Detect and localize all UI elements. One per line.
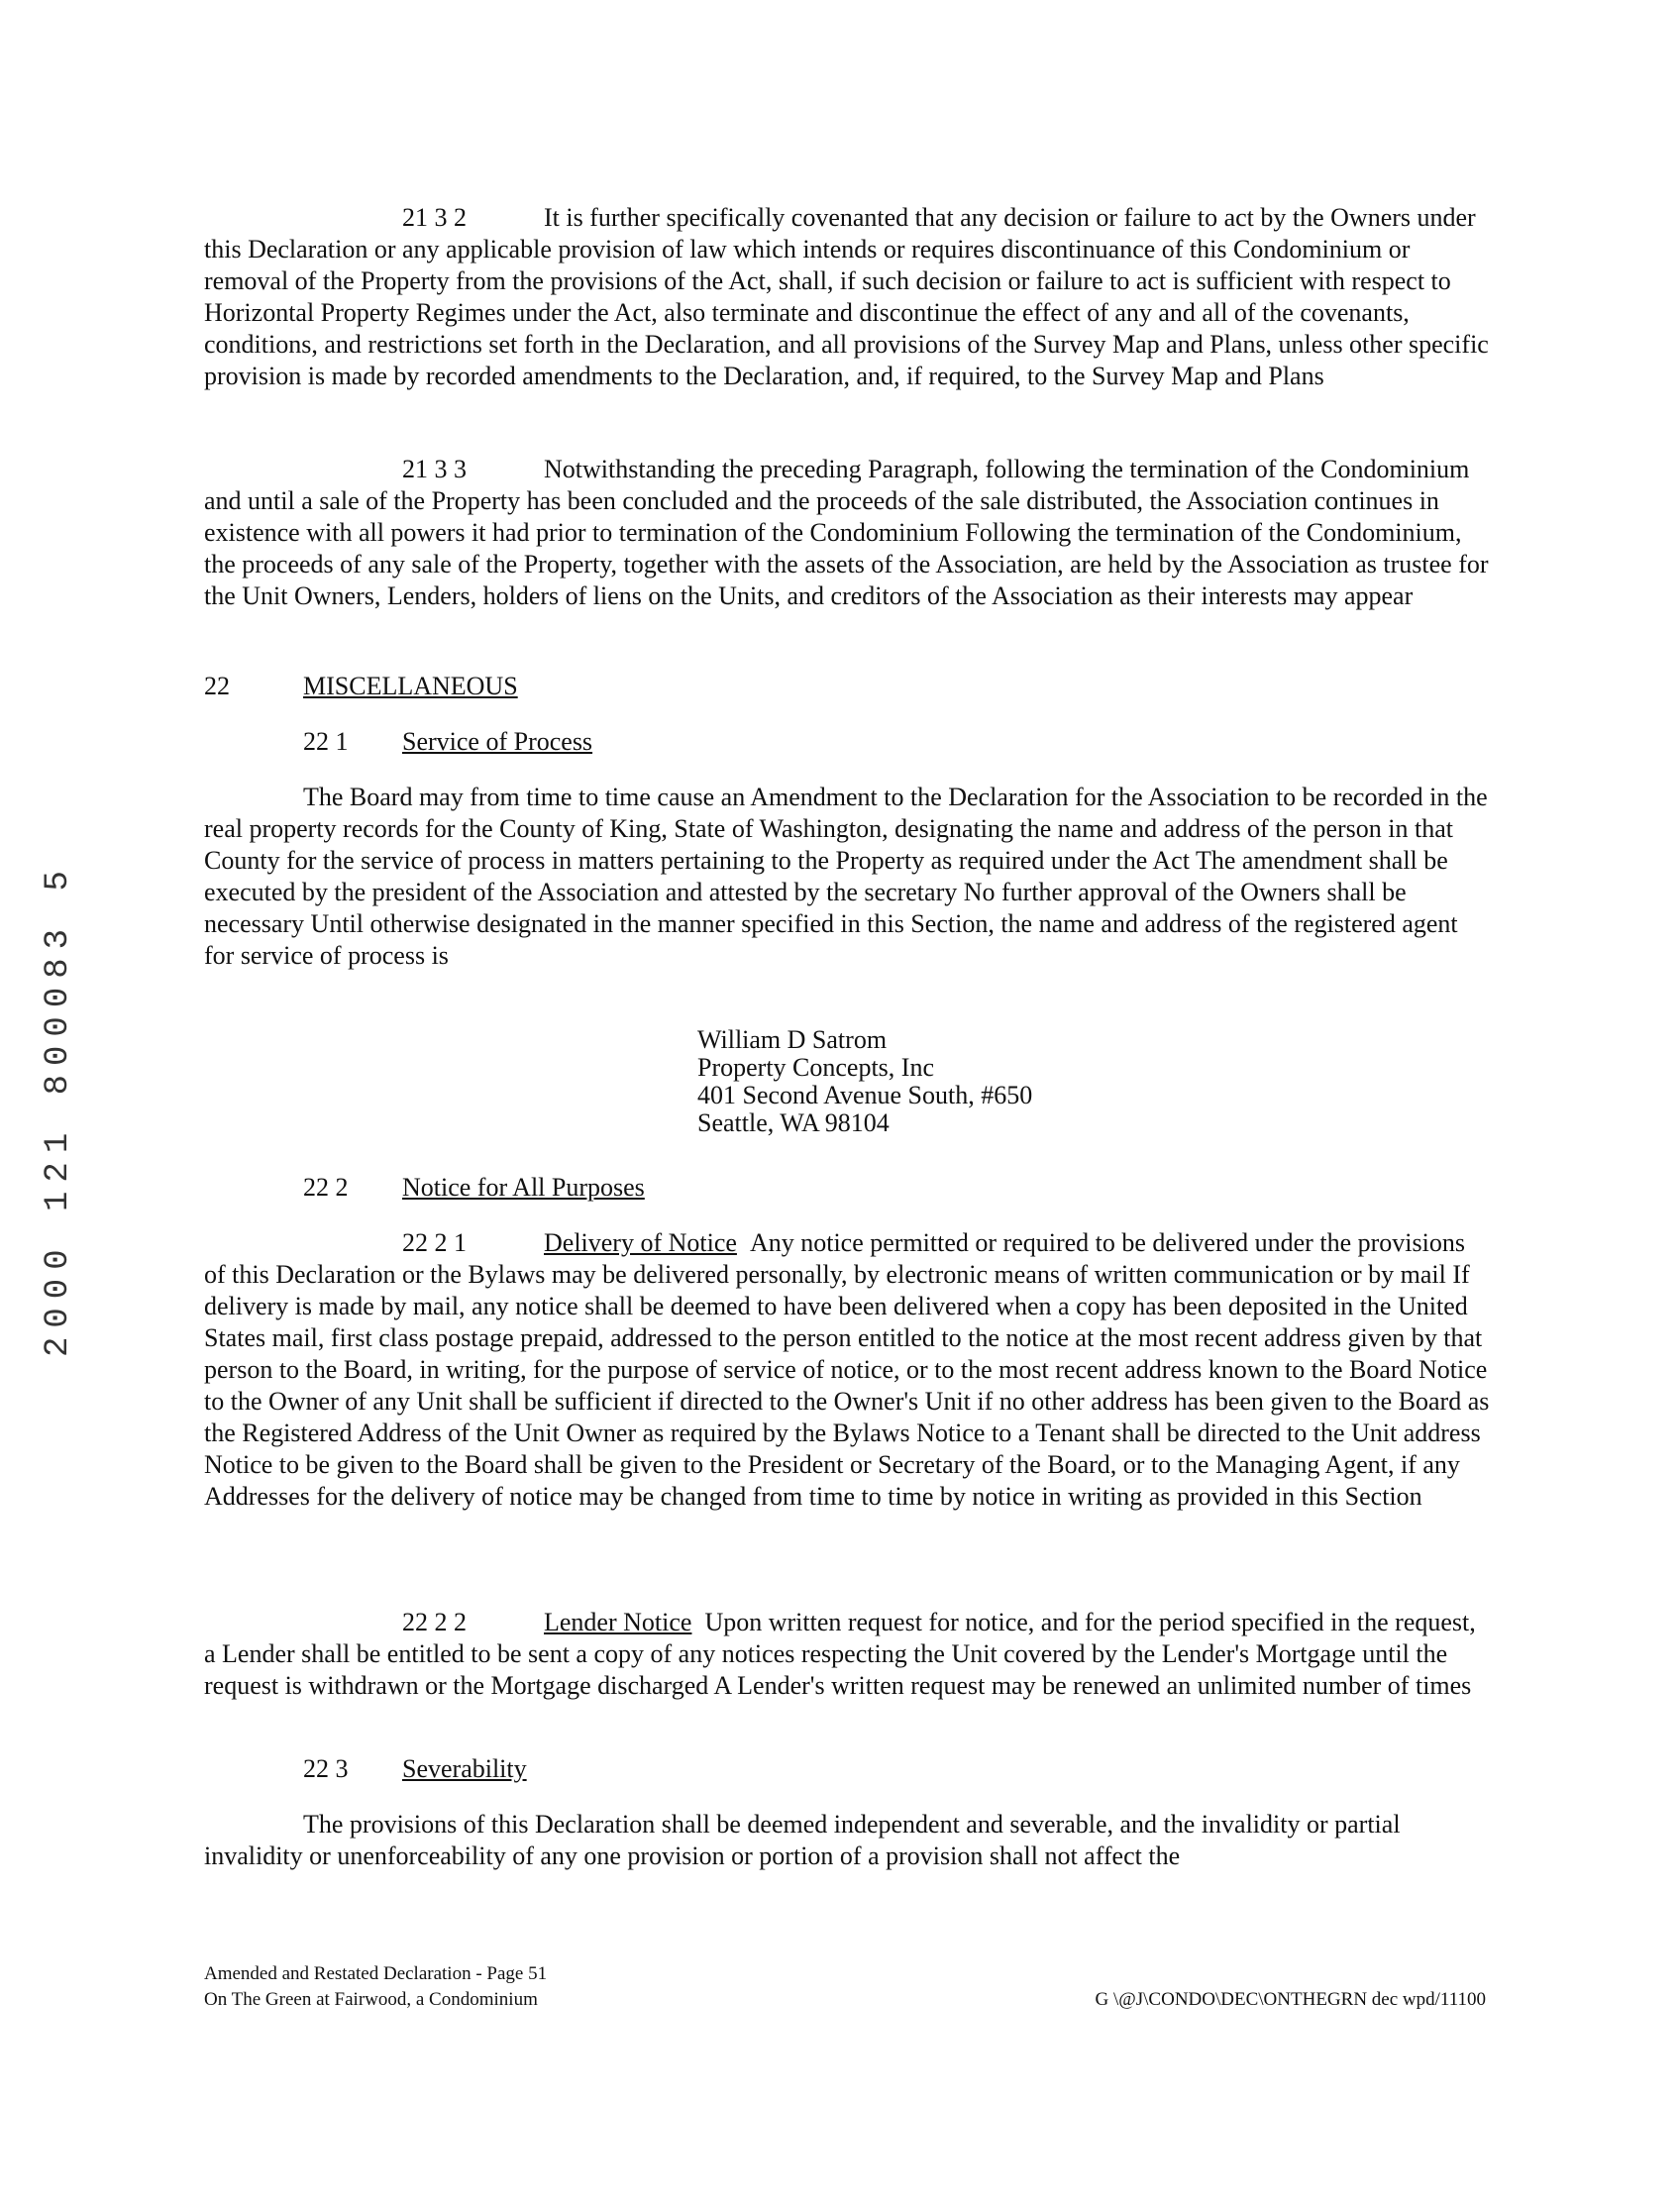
section-title: Severability	[402, 1754, 527, 1783]
paragraph-22-2-1	[204, 1227, 1492, 1513]
footer-line: On The Green at Fairwood, a Condominium	[204, 1989, 538, 2010]
section-heading-22-2	[303, 1172, 645, 1204]
footer-line: Amended and Restated Declaration - Page 51	[204, 1963, 548, 1984]
footer-file-path: G \@J\CONDO\DEC\ONTHEGRN dec wpd/11100	[1095, 1989, 1486, 2010]
paragraph-text: The Board may from time to time cause an Amendment to the Declaration for the Association to be recorded in the real property records for the County of King, State of Washington, designating the name and address of the person in that County for the service of process in matters pertaining to the Property as required under the Act The amendment shall be executed by the president of the Association and attested by the secretary No further approval of the Owners shall be necessary Until otherwise designated in the manner specified in this Section, the name and address of the registered agent for service of process is	[204, 783, 1488, 970]
registered-agent-address	[697, 1026, 1032, 1137]
paragraph-number: 22 2 2	[402, 1608, 467, 1636]
paragraph-title: Delivery of Notice	[544, 1228, 737, 1257]
section-number: 22 3	[303, 1754, 349, 1783]
footer-left	[204, 1961, 547, 2013]
paragraph-text: Upon written request for notice, and for the period specified in the request, a Lender shall be entitled to be sent a copy of any notices respecting the Unit covered by the Lender's Mortgage until the request is withdrawn or the Mortgage discharged A Lender's written request may be renewed an unlimited number of times	[204, 1608, 1476, 1700]
address-line: 401 Second Avenue South, #650	[697, 1081, 1033, 1109]
paragraph-number: 22 2 1	[402, 1228, 467, 1257]
paragraph-text: Notwithstanding the preceding Paragraph, following the termination of the Condominium and until a sale of the Property has been concluded and the proceeds of the sale distributed, the Association continues in existence with all powers it had prior to termination of the Condominium Following the termination of the Condominium, the proceeds of any sale of the Property, together with the assets of the Association, are held by the Association as trustee for the Unit Owners, Lenders, holders of liens on the Units, and creditors of the Association as their interests may appear	[204, 455, 1489, 610]
section-heading-22	[204, 671, 518, 702]
paragraph-text: Any notice permitted or required to be delivered under the provisions of this Declaration or the Bylaws may be delivered personally, by electronic means of written communication or by mail If delivery is made by mail, any notice shall be deemed to have been delivered when a copy has been deposited in the United States mail, first class postage prepaid, addressed to the person entitled to the notice at the most recent address given by that person to the Board, in writing, for the purpose of service of notice, or to the most recent address known to the Board Notice to the Owner of any Unit shall be sufficient if directed to the Owner's Unit if no other address has been given to the Board as the Registered Address of the Unit Owner as required by the Bylaws Notice to a Tenant shall be directed to the Unit address Notice to be given to the Board shall be given to the President or Secretary of the Board, or to the Managing Agent, if any Addresses for the delivery of notice may be changed from time to time by notice in writing as provided in this Section	[204, 1228, 1490, 1511]
address-line: Property Concepts, Inc	[697, 1053, 935, 1082]
section-title: MISCELLANEOUS	[303, 672, 518, 700]
paragraph-22-3	[204, 1809, 1492, 1872]
section-number: 22 1	[303, 727, 349, 756]
recording-number-stamp: 2000 121 800083 5	[40, 862, 77, 1357]
paragraph-22-1	[204, 782, 1492, 972]
section-title: Notice for All Purposes	[402, 1173, 645, 1202]
paragraph-22-2-2	[204, 1607, 1492, 1702]
address-line: Seattle, WA 98104	[697, 1108, 890, 1137]
section-heading-22-3	[303, 1753, 527, 1785]
paragraph-number: 21 3 3	[402, 455, 467, 483]
address-line: William D Satrom	[697, 1025, 888, 1054]
section-title: Service of Process	[402, 727, 593, 756]
paragraph-21-3-3	[204, 454, 1492, 612]
section-number: 22	[204, 672, 230, 700]
paragraph-21-3-2	[204, 202, 1492, 392]
paragraph-text: The provisions of this Declaration shall be deemed independent and severable, and the invalidity or partial invalidity or unenforceability of any one provision or portion of a provision shall not affect the	[204, 1810, 1401, 1870]
section-number: 22 2	[303, 1173, 349, 1202]
paragraph-text: It is further specifically covenanted that any decision or failure to act by the Owners under this Declaration or any applicable provision of law which intends or requires discontinuance of this Condominium or removal of the Property from the provisions of the Act, shall, if such decision or failure to act is sufficient with respect to Horizontal Property Regimes under the Act, also terminate and discontinue the effect of any and all of the covenants, conditions, and restrictions set forth in the Declaration, and all provisions of the Survey Map and Plans, unless other specific provision is made by recorded amendments to the Declaration, and, if required, to the Survey Map and Plans	[204, 203, 1489, 390]
section-heading-22-1	[303, 726, 592, 758]
paragraph-title: Lender Notice	[544, 1608, 692, 1636]
paragraph-number: 21 3 2	[402, 203, 467, 232]
